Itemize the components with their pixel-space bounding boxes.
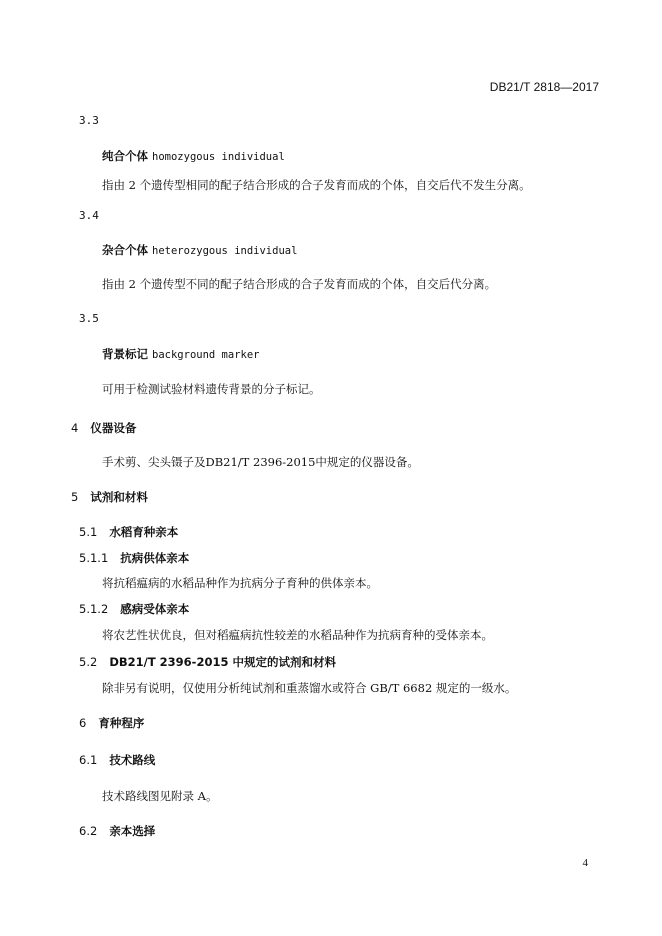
section-number: 6 (79, 716, 87, 730)
subsection-title: 亲本选择 (109, 824, 156, 838)
section-heading (71, 489, 148, 505)
subsection-text: 将抗稻瘟病的水稻品种作为抗病分子育种的供体亲本。 (102, 576, 378, 590)
section-title: 育种程序 (98, 716, 145, 730)
subsection-text: 除非另有说明，仅使用分析纯试剂和重蒸馏水或符合 GB/T 6682 规定的一级水。 (102, 681, 517, 695)
subsection-title: 水稻育种亲本 (109, 525, 179, 539)
subsection-heading (79, 550, 189, 566)
term-en: homozygous individual (152, 151, 285, 163)
section-number: 5 (71, 490, 79, 504)
term-definition: 可用于检测试验材料遗传背景的分子标记。 (102, 382, 321, 396)
subsection-heading (79, 524, 178, 540)
subsection-title: DB21/T 2396-2015 中规定的试剂和材料 (109, 655, 336, 669)
subsection-number: 5.2 (79, 655, 98, 669)
term-definition: 指由 2 个遗传型相同的配子结合形成的合子发育而成的个体，自交后代不发生分离。 (102, 178, 531, 192)
term-en: heterozygous individual (152, 245, 298, 257)
term-number: 3.5 (79, 312, 99, 325)
term-zh: 背景标记 (102, 347, 148, 361)
subsection-heading (79, 601, 189, 617)
term-heading (102, 148, 285, 164)
section-title: 试剂和材料 (90, 490, 148, 504)
term-heading (102, 242, 297, 258)
document-code: DB21/T 2818—2017 (489, 80, 599, 94)
subsection-text: 将农艺性状优良，但对稻瘟病抗性较差的水稻品种作为抗病育种的受体亲本。 (102, 628, 493, 642)
subsection-title: 技术路线 (109, 753, 156, 767)
subsection-title: 抗病供体亲本 (120, 551, 190, 565)
section-number: 4 (71, 421, 79, 435)
section-heading (79, 715, 144, 731)
term-zh: 杂合个体 (102, 243, 148, 257)
subsection-number: 5.1.1 (79, 551, 109, 565)
section-text: 手术剪、尖头镊子及DB21/T 2396-2015中规定的仪器设备。 (102, 455, 419, 469)
subsection-number: 5.1.2 (79, 602, 109, 616)
subsection-heading (79, 823, 155, 839)
term-zh: 纯合个体 (102, 149, 148, 163)
section-heading (71, 420, 136, 436)
subsection-number: 6.1 (79, 753, 98, 767)
subsection-number: 5.1 (79, 525, 98, 539)
section-title: 仪器设备 (90, 421, 137, 435)
term-number: 3.3 (79, 114, 99, 127)
subsection-number: 6.2 (79, 824, 98, 838)
page-number: 4 (582, 857, 588, 869)
term-number: 3.4 (79, 209, 99, 222)
term-en: background marker (152, 349, 260, 361)
subsection-heading (79, 654, 336, 670)
term-heading (102, 346, 259, 362)
subsection-title: 感病受体亲本 (120, 602, 190, 616)
subsection-text: 技术路线图见附录 A。 (102, 789, 218, 803)
subsection-heading (79, 752, 155, 768)
term-definition: 指由 2 个遗传型不同的配子结合形成的合子发育而成的个体，自交后代分离。 (102, 277, 497, 291)
